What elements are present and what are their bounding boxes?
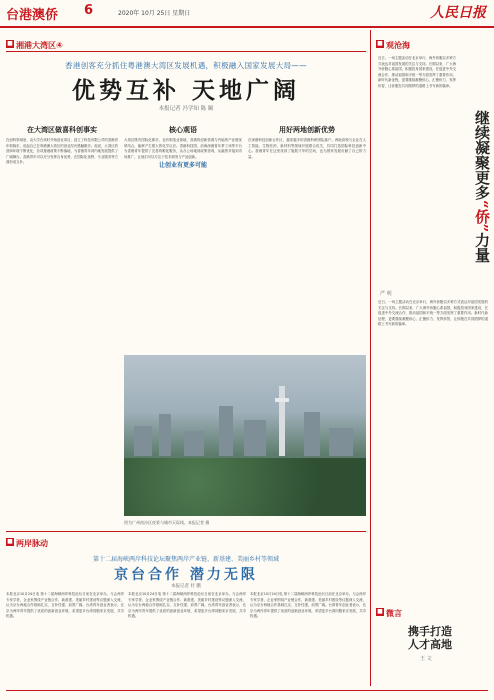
mid-subhead: 让创业有更多可能	[158, 162, 207, 170]
right-text-body: 近日，一场主题活动在北京举行，海外侨胞以多种方式表达对祖国发展的关注与支持。长期以来，广大海外侨胞心系祖国，积极投身国家建设，在促进中外交流合作、推动祖国和平统一等方面发挥了重要作用。新时代新征程，更要继续凝聚侨心、汇聚侨力、发挥侨智，让侨胞在共同圆梦的道路上书写新的篇章。	[378, 56, 456, 88]
right-divider	[370, 30, 371, 686]
article-headline: 优势互补 天地广阔	[71, 77, 300, 104]
right-bottom-author: 王 文	[420, 656, 432, 662]
column-1-text: 在创科领域里，由大学在读时开始创业项目，创立了科技有限公司的香港青年郭晓东，说起自己在粤港澳大湾区的创业经历感触颇多。他说，大湾区的营商环境不断优化，各项惠港政策不断落地，为香港青年到内地发展提供了广阔舞台。香港青年可以充分发挥自身优势，在国际化视野、专业服务等方面形成互补。	[6, 138, 118, 165]
page-header	[0, 0, 494, 28]
article-column-1	[6, 138, 118, 526]
right-bottom-tag: ■ 微言	[377, 608, 402, 618]
bottom-text: 本报北京10月24日电 第十二届海峡两岸科技论坛日前在北京举办。与会两岸专家学者、企业家围绕产业链合作、新基建、美丽乡村建设等议题深入交流，认为京台两地合作基础扎实、互补性强、前景广阔。台湾青年创业者表示，北京为两岸青年提供了优质的创新创业环境，希望更多台湾同胞来京发展，共享机遇。	[128, 592, 246, 619]
bottom-column-2	[128, 592, 246, 687]
city-skyline-photo	[124, 355, 366, 516]
article-column-3	[248, 138, 366, 350]
column-2-text: 大湾区既有国际化都市，也有制造业基地，香港的创新资源与内地的产业链优势结合，能够产生强大的化学反应。香港科技园、前海深港青年梦工场等平台为香港青年提供了完善的孵化服务，从办公场地到政策咨询，从融资对接到市场推广，让他们可以专注于技术研发与产品创新。	[124, 138, 242, 159]
park-greenery	[124, 458, 366, 516]
building-shape	[219, 406, 233, 456]
tag-square-icon: ■	[377, 608, 383, 615]
right-title-part: 力量	[473, 232, 491, 263]
tag-square-icon: ■	[7, 40, 13, 47]
right-text-body-2: 近日，一场主题活动在北京举行，海外侨胞以多种方式表达对祖国发展的关注与支持。长期以来，广大海外侨胞心系祖国，积极投身国家建设，在促进中外交流合作、推动祖国和平统一等方面发挥了重要作用。新时代新征程，更要继续凝聚侨心、汇聚侨力、发挥侨智，让侨胞在共同圆梦的道路上书写新的篇章。	[378, 300, 488, 327]
bottom-text: 本报北京10月24日电 第十二届海峡两岸科技论坛日前在北京举办。与会两岸专家学者、企业家围绕产业链合作、新基建、美丽乡村建设等议题深入交流，认为京台两地合作基础扎实、互补性强、前景广阔。台湾青年创业者表示，北京为两岸青年提供了优质的创新创业环境，希望更多台湾同胞来京发展，共享机遇。	[6, 592, 124, 619]
building-shape	[134, 426, 152, 456]
bottom-byline: 本报记者 杜 鹏	[171, 584, 201, 589]
tv-tower-shape	[279, 386, 285, 456]
right-title-part: 更多	[473, 170, 491, 200]
column-tag: ■ 湘港大湾区④	[7, 40, 63, 50]
section-name: 台港澳侨	[6, 8, 59, 23]
article-kicker: 香港创客充分抓住粤港澳大湾区发展机遇，积极融入国家发展大局——	[65, 61, 307, 70]
footer-rule	[6, 690, 488, 691]
right-column-text-2	[378, 300, 488, 600]
bottom-column-1	[6, 592, 124, 687]
article-byline: 本报记者 冯学知 陈 颐	[158, 106, 214, 112]
divider	[6, 51, 366, 52]
page-number: 6	[84, 3, 94, 18]
right-bottom-title-line: 携手打造	[408, 625, 452, 638]
building-shape	[159, 414, 171, 456]
building-shape	[244, 420, 266, 456]
right-title-part: “侨”	[473, 200, 491, 233]
subhead-3: 用好两地创新优势	[279, 126, 335, 134]
bottom-column-tag: ■ 两岸脉动	[7, 538, 48, 548]
issue-date: 2020年 10月 25日 星期日	[118, 10, 191, 17]
building-shape	[304, 412, 320, 456]
right-title-part: 凝聚	[473, 140, 491, 170]
bottom-text: 本报北京10月24日电 第十二届海峡两岸科技论坛日前在北京举办。与会两岸专家学者、企业家围绕产业链合作、新基建、美丽乡村建设等议题深入交流，认为京台两地合作基础扎实、互补性强、前景广阔。台湾青年创业者表示，北京为两岸青年提供了优质的创新创业环境，希望更多台湾同胞来京发展，共享机遇。	[250, 592, 366, 619]
right-author: 严 明	[380, 291, 392, 297]
right-bottom-headline	[380, 625, 480, 651]
tag-square-icon: ■	[7, 538, 13, 545]
right-bottom-title-line: 人才高地	[408, 638, 452, 651]
subhead-2: 核心观语	[169, 126, 197, 134]
right-column-text	[378, 56, 456, 286]
subhead-1: 在大湾区做喜科创事实	[27, 126, 97, 134]
building-shape	[184, 431, 204, 456]
newspaper-logo: 人民日报	[430, 5, 486, 21]
article-column-2	[124, 138, 242, 350]
right-column-tag: ■ 观沧海	[377, 40, 410, 50]
bottom-column-3	[250, 592, 366, 687]
column-3-text: 在深港科技创新合作区，越来越多的香港科研团队落户。两地高校与企业在人工智能、生物医药、新材料等领域开展联合攻关，共同打造国际科技创新中心。香港青年在这里找到了施展才华的空间，也为国家发展贡献了自己的力量。	[248, 138, 366, 159]
bottom-headline: 京台合作 潜力无限	[114, 567, 258, 583]
divider	[6, 531, 366, 532]
right-headline	[460, 110, 490, 262]
photo-caption: 图为广州南沙区夜景与城市天际线。本报记者 摄	[124, 520, 210, 525]
right-title-part: 继续	[473, 110, 491, 140]
building-shape	[329, 428, 353, 456]
bottom-kicker: 第十二届海峡两岸科技论坛聚焦两岸产业链、新基建、美丽乡村等领域	[92, 556, 279, 563]
tag-square-icon: ■	[377, 40, 383, 47]
